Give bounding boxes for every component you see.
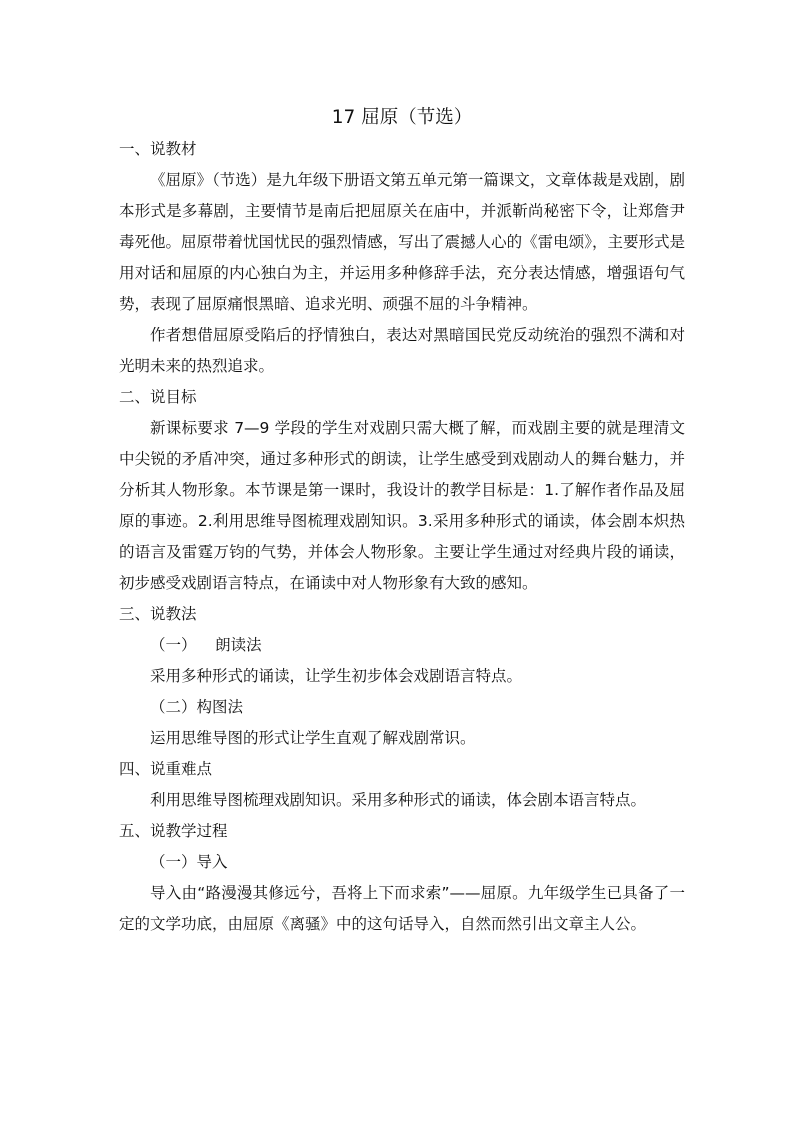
paragraph-textbook-summary: 《屈原》（节选）是九年级下册语文第五单元第一篇课文，文章体裁是戏剧，剧本形式是多幕剧，主要情节是南后把屈原关在庙中，并派靳尚秘密下令，让郑詹尹毒死他。屈原带着忧国忧民的强烈情感，写出了震撼人心的《雷电颂》，主要形式是用对话和屈原的内心独白为主，并运用多种修辞手法，充分表达情感，增强语句气势，表现了屈原痛恨黑暗、追求光明、顽强不屈的斗争精神。 — [119, 171, 685, 313]
document-page — [119, 102, 685, 940]
paragraph-introduction: 导入由“路漫漫其修远兮，吾将上下而求索”——屈原。九年级学生已具备了一定的文学功底，由屈原《离骚》中的这句话导入，自然而然引出文章主人公。 — [119, 884, 685, 933]
paragraph-goals: 新课标要求 7—9 学段的学生对戏剧只需大概了解，而戏剧主要的就是理清文中尖锐的矛盾冲突，通过多种形式的朗读，让学生感受到戏剧动人的舞台魅力，并分析其人物形象。本节课是第一课时，我设计的教学目标是：1.了解作者作品及屈原的事迹。2.利用思维导图梳理戏剧知识。3.采用多种形式的诵读，体会剧本炽热的语言及雷霆万钧的气势，并体会人物形象。主要让学生通过对经典片段的诵读，初步感受戏剧语言特点，在诵读中对人物形象有大致的感知。 — [119, 419, 685, 592]
section-heading-goals: 二、说目标 — [119, 388, 197, 406]
paragraph-reading-method: 采用多种形式的诵读，让学生初步体会戏剧语言特点。 — [150, 667, 523, 685]
page-title: 17 屈原（节选） — [331, 107, 473, 128]
paragraph-key-points: 利用思维导图梳理戏剧知识。采用多种形式的诵读，体会剧本语言特点。 — [150, 791, 647, 809]
paragraph-mindmap-method: 运用思维导图的形式让学生直观了解戏剧常识。 — [150, 729, 476, 747]
subheading-reading-method — [119, 630, 685, 661]
paragraph-author-intent: 作者想借屈原受陷后的抒情独白，表达对黑暗国民党反动统治的强烈不满和对光明未来的热烈追求。 — [119, 326, 685, 375]
section-heading-key-points: 四、说重难点 — [119, 760, 213, 778]
subheading-number: （一） — [150, 636, 197, 654]
subheading-mindmap-method: （二）构图法 — [150, 698, 244, 716]
subheading-introduction: （一）导入 — [150, 853, 228, 871]
subheading-title: 朗读法 — [215, 636, 262, 654]
section-heading-process: 五、说教学过程 — [119, 822, 228, 840]
section-heading-methods: 三、说教法 — [119, 605, 197, 623]
section-heading-textbook: 一、说教材 — [119, 140, 197, 158]
